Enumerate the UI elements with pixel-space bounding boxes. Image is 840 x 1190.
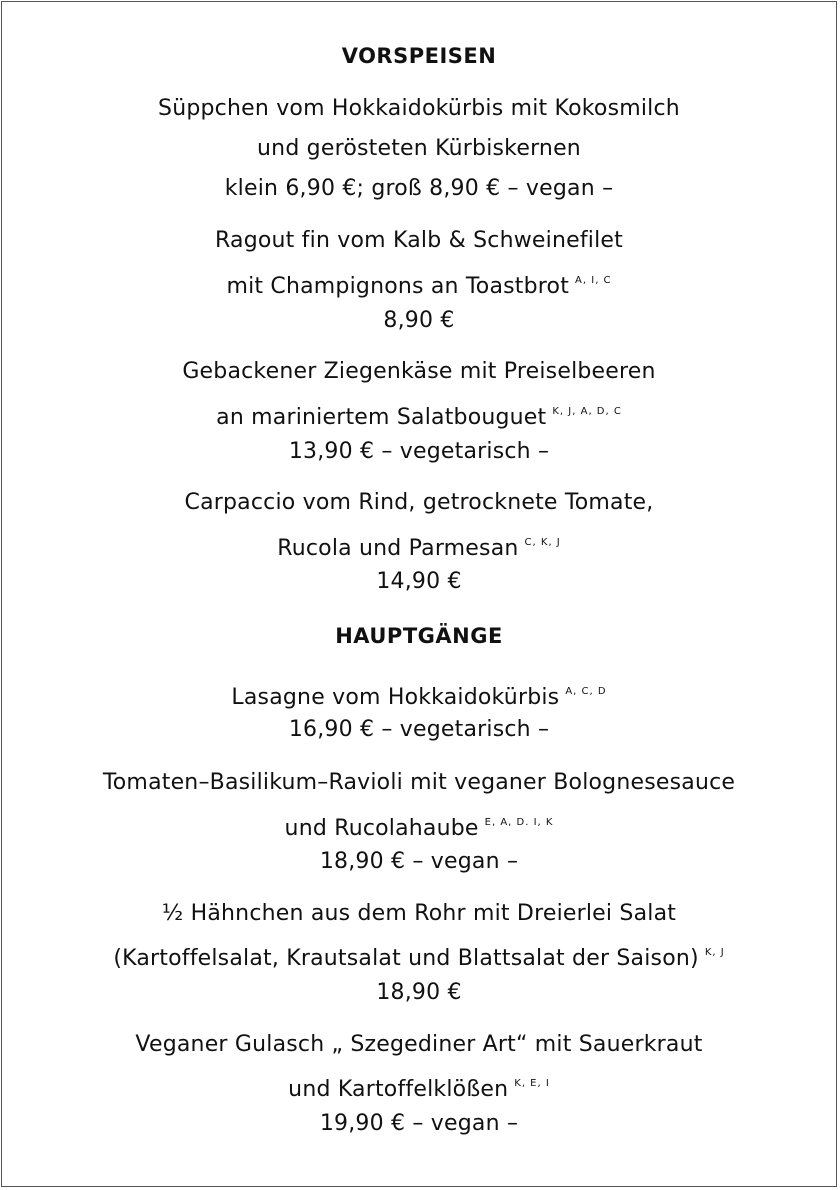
dish-name-line: Ragout fin vom Kalb & Schweinefilet	[215, 228, 623, 253]
allergen-codes: K, J, A, D, C	[552, 406, 622, 417]
dish-name-line: ½ Hähnchen aus dem Rohr mit Dreierlei Salat	[161, 901, 677, 926]
dish-name-line: Süppchen vom Hokkaidokürbis mit Kokosmilch	[158, 96, 680, 121]
dish-name-text: Rucola und Parmesan	[277, 536, 519, 561]
dish-name-line	[2, 678, 836, 712]
dish-name-text: an mariniertem Salatbouguet	[216, 405, 547, 430]
dish-name-line: Gebackener Ziegenkäse mit Preiselbeeren	[182, 359, 656, 384]
dish-price: 16,90 € – vegetarisch –	[288, 717, 550, 742]
dish-name-text: mit Champignons an Toastbrot	[226, 274, 570, 299]
dish-price: 13,90 € – vegetarisch –	[288, 439, 550, 464]
dish-name-line: Carpaccio vom Rind, getrocknete Tomate,	[184, 490, 654, 515]
allergen-codes: E, A, D. I, K	[484, 817, 554, 828]
dish-name-line	[2, 529, 836, 563]
dish-price: 19,90 € – vegan –	[319, 1111, 519, 1136]
dish-price: 14,90 €	[376, 569, 462, 594]
dish-name-line	[2, 1070, 836, 1104]
menu-page	[1, 1, 837, 1187]
dish-name-line	[2, 398, 836, 432]
allergen-codes: K, E, I	[514, 1078, 550, 1089]
allergen-codes: C, K, J	[524, 537, 561, 548]
dish-name-line	[2, 267, 836, 301]
section-heading-hauptgaenge: HAUPTGÄNGE	[335, 624, 503, 648]
dish-price: klein 6,90 €; groß 8,90 € – vegan –	[224, 176, 614, 201]
dish-name-line	[2, 939, 836, 973]
dish-name-line: Veganer Gulasch „ Szegediner Art“ mit Sauerkraut	[135, 1032, 703, 1057]
dish-name-line	[2, 809, 836, 843]
section-heading-vorspeisen: VORSPEISEN	[341, 44, 497, 68]
dish-price: 8,90 €	[383, 308, 455, 333]
dish-name-line: Tomaten–Basilikum–Ravioli mit veganer Bolognesesauce	[102, 770, 736, 795]
allergen-codes: K, J	[704, 947, 725, 958]
dish-price: 18,90 € – vegan –	[319, 849, 519, 874]
dish-name-text: und Kartoffelklößen	[288, 1077, 509, 1102]
dish-name-text: Lasagne vom Hokkaidokürbis	[231, 685, 560, 710]
dish-name-line: und gerösteten Kürbiskernen	[257, 136, 581, 161]
dish-name-text: (Kartoffelsalat, Krautsalat und Blattsalat der Saison)	[113, 946, 699, 971]
dish-name-text: und Rucolahaube	[284, 816, 479, 841]
dish-price: 18,90 €	[376, 980, 462, 1005]
allergen-codes: A, C, D	[565, 686, 607, 697]
allergen-codes: A, I, C	[575, 275, 612, 286]
